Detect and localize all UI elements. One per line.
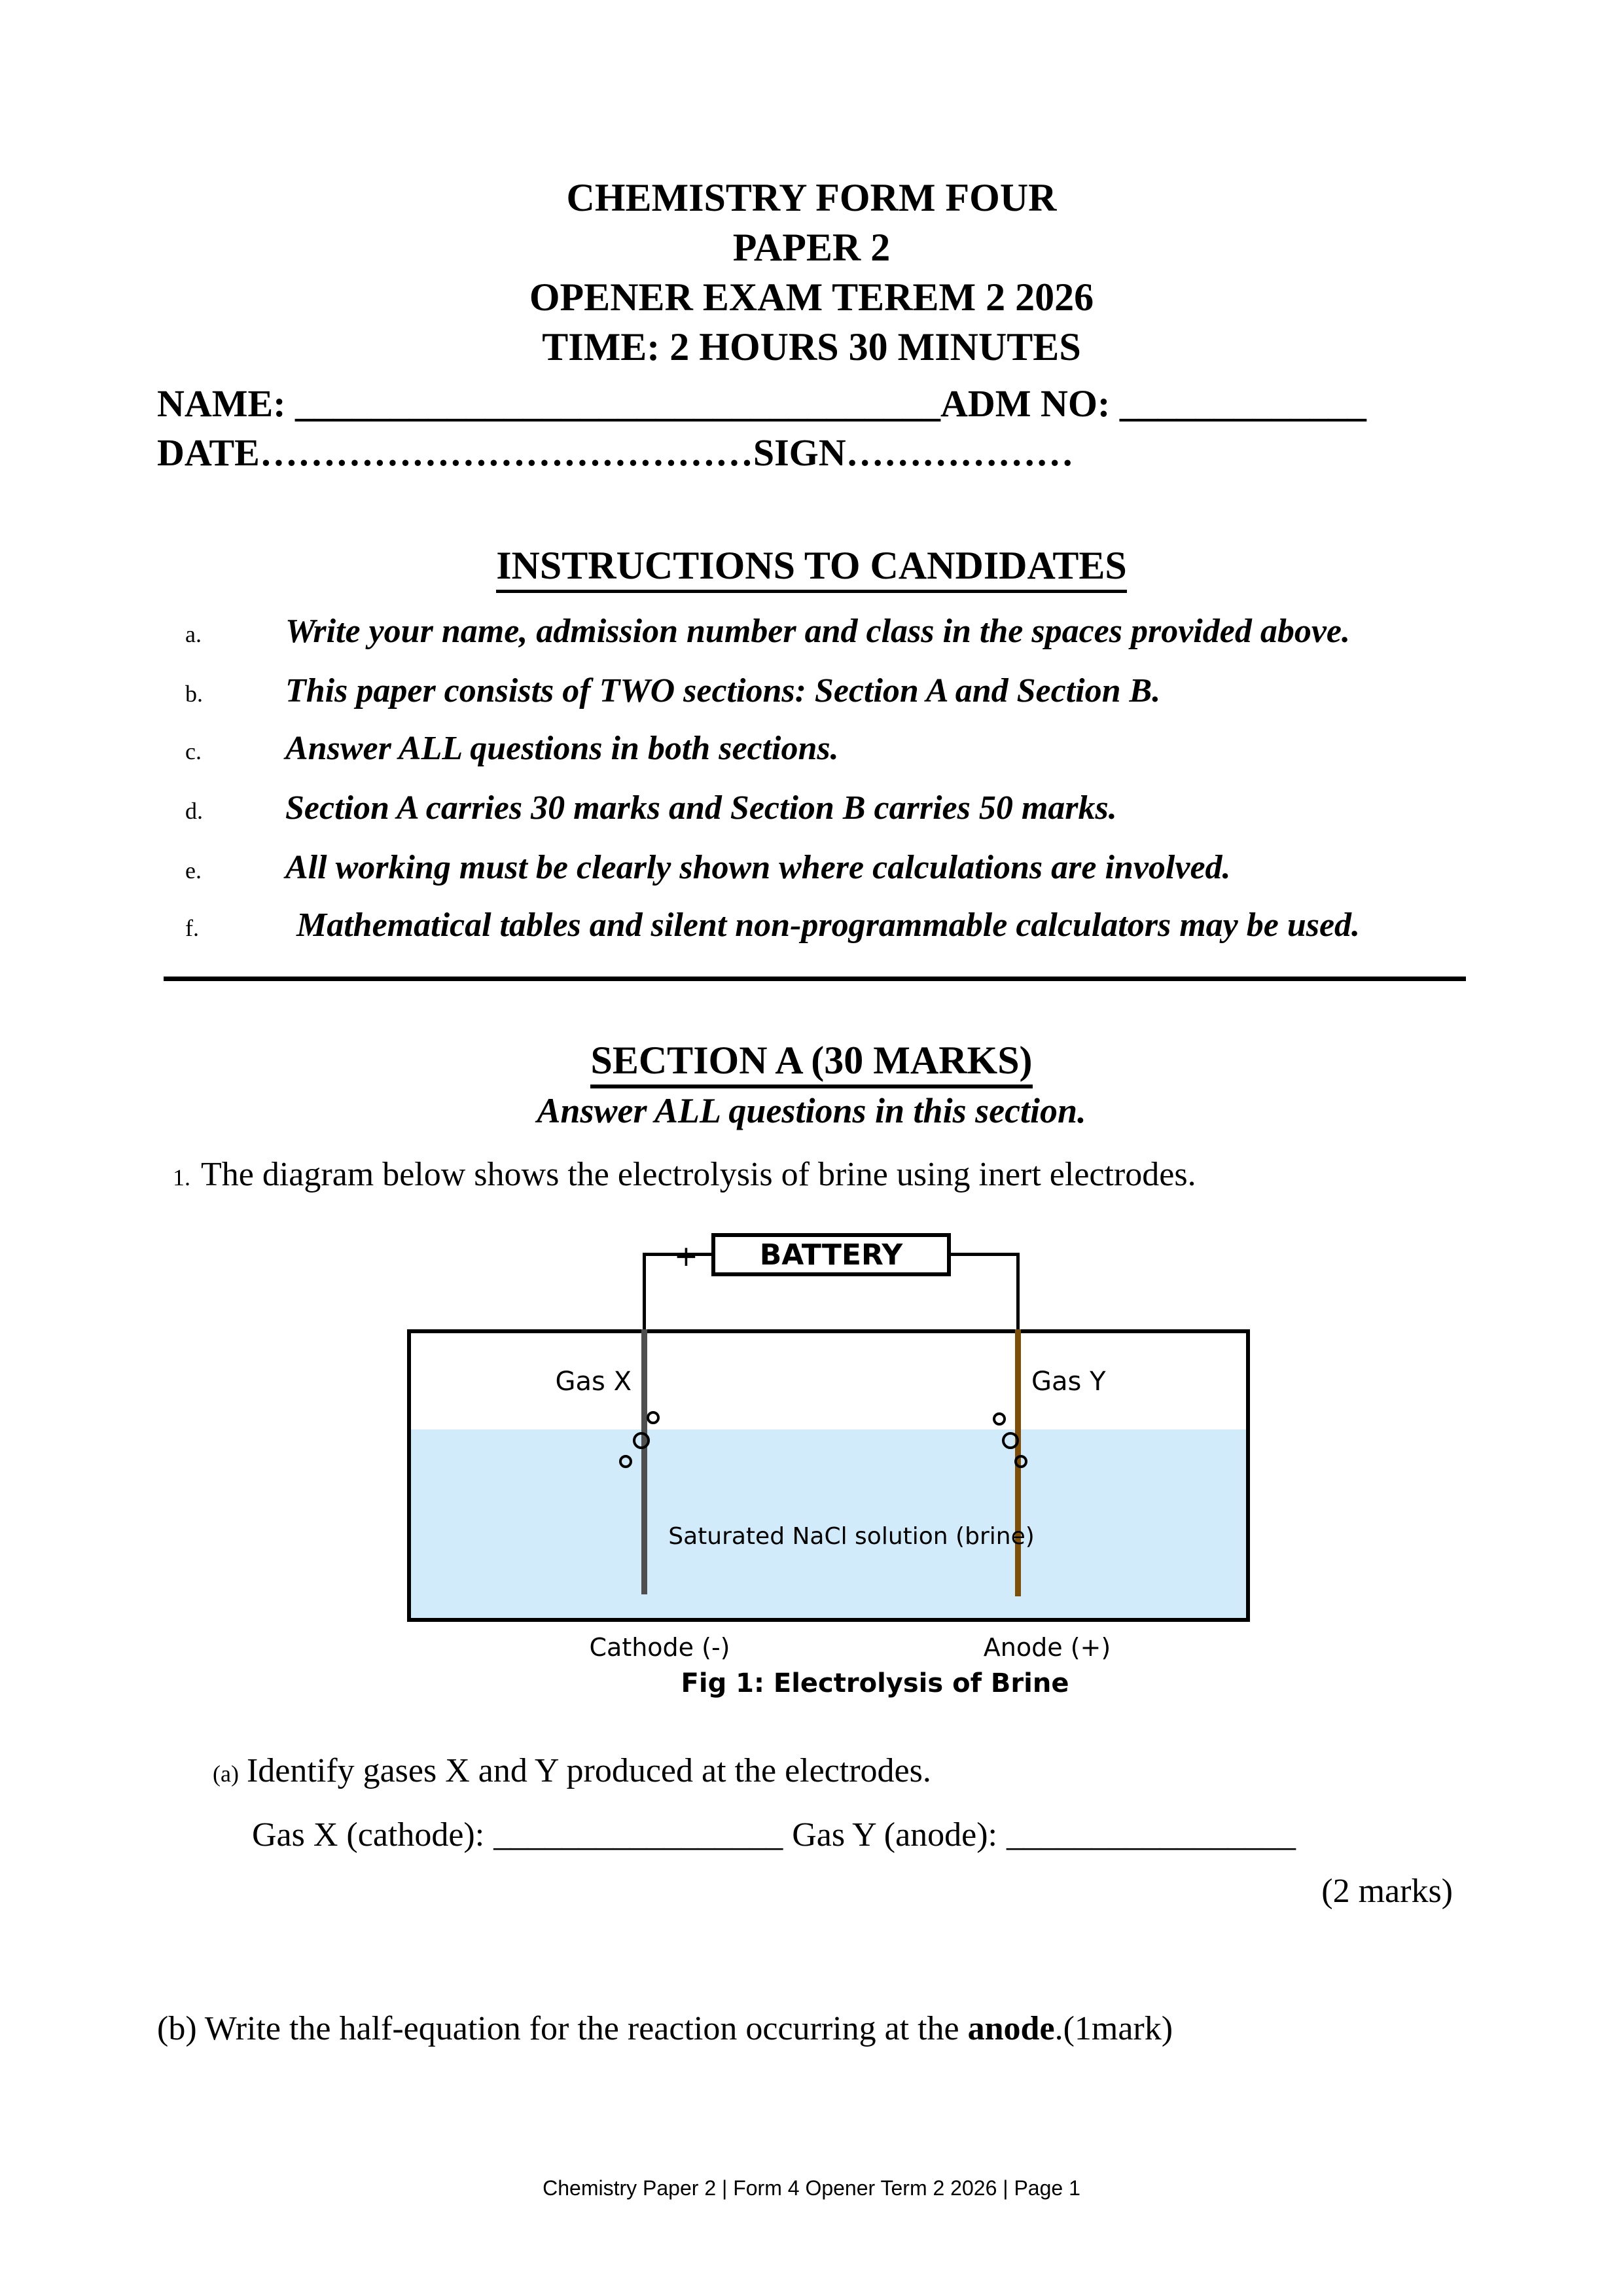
figure-caption: Fig 1: Electrolysis of Brine — [681, 1668, 1069, 1698]
question-1 — [173, 1155, 1196, 1194]
part-a-marks: (2 marks) — [1321, 1873, 1453, 1910]
section-a-heading: SECTION A (30 MARKS) — [0, 1038, 1623, 1088]
name-label: NAME: — [157, 382, 286, 425]
exam-title-line1: CHEMISTRY FORM FOUR — [566, 176, 1057, 219]
wire-left-vertical — [643, 1253, 646, 1329]
instruction-text: Mathematical tables and silent non-programmable calculators may be used. — [296, 906, 1361, 944]
date-label: DATE — [157, 431, 260, 474]
adm-no-blank-line: _____________ — [1119, 382, 1366, 425]
gas-bubble — [1002, 1432, 1019, 1449]
instruction-item-c — [185, 726, 839, 780]
date-dotted-line: ………………………………… — [259, 431, 753, 474]
part-b-text-suffix: .(1mark) — [1054, 2010, 1173, 2047]
instruction-text: All working must be clearly shown where calculations are involved. — [285, 849, 1231, 886]
instruction-item-a — [185, 609, 1350, 662]
anode-label: Anode (+) — [983, 1633, 1111, 1662]
part-a-question — [213, 1751, 931, 1790]
instructions-heading: INSTRUCTIONS TO CANDIDATES — [0, 543, 1623, 593]
date-row — [157, 428, 1074, 478]
instruction-letter: d. — [185, 798, 203, 824]
gas-y-answer-blank: _________________ — [1007, 1816, 1296, 1854]
part-b-question — [157, 2009, 1173, 2048]
exam-title-line2: PAPER 2 — [732, 226, 891, 269]
instruction-letter: c. — [185, 738, 202, 764]
instruction-item-b — [185, 668, 1160, 722]
gas-y-label: Gas Y — [1031, 1367, 1106, 1397]
instruction-item-d — [185, 785, 1117, 839]
instruction-text: Answer ALL questions in both sections. — [285, 730, 839, 767]
gas-bubble — [993, 1412, 1006, 1426]
battery-label: BATTERY — [759, 1238, 903, 1272]
gas-bubble — [619, 1455, 632, 1468]
gas-bubble — [647, 1411, 660, 1424]
part-b-text-prefix: (b) Write the half-equation for the reaction occurring at the — [157, 2010, 968, 2047]
horizontal-divider — [164, 977, 1466, 981]
part-b-bold-word: anode — [967, 2010, 1055, 2047]
sign-label: SIGN — [753, 431, 846, 474]
question-number: 1. — [173, 1164, 190, 1191]
part-a-marker: (a) — [213, 1761, 239, 1787]
battery-box — [711, 1233, 951, 1276]
instruction-letter: b. — [185, 681, 203, 707]
plus-terminal: + — [674, 1240, 698, 1273]
adm-no-label: ADM NO: — [940, 382, 1111, 425]
instruction-text: Write your name, admission number and class in the spaces provided above. — [285, 613, 1350, 650]
gas-x-answer-blank: _________________ — [493, 1816, 783, 1854]
cathode-electrode — [641, 1329, 647, 1594]
question-text: The diagram below shows the electrolysis of brine using inert electrodes. — [201, 1156, 1196, 1193]
sign-dotted-line: ……………… — [846, 431, 1074, 474]
solution-label: Saturated NaCl solution (brine) — [668, 1523, 1035, 1550]
exam-header — [0, 173, 1623, 372]
instruction-text: Section A carries 30 marks and Section B carries 50 marks. — [285, 789, 1117, 827]
gas-bubble — [633, 1432, 650, 1449]
name-row — [157, 379, 1366, 429]
exam-title-line3: OPENER EXAM TEREM 2 2026 — [529, 276, 1094, 319]
instruction-letter: e. — [185, 857, 202, 884]
instruction-item-f — [185, 903, 1360, 956]
part-a-text: Identify gases X and Y produced at the electrodes. — [246, 1752, 931, 1789]
section-a-subtitle: Answer ALL questions in this section. — [537, 1091, 1086, 1130]
part-a-answer-row — [252, 1816, 1305, 1854]
instruction-letter: a. — [185, 621, 202, 647]
name-blank-line: __________________________________ — [295, 382, 941, 425]
exam-title-line4: TIME: 2 HOURS 30 MINUTES — [542, 325, 1081, 368]
wire-right-vertical — [1016, 1253, 1020, 1329]
instruction-text: This paper consists of TWO sections: Section A and Section B. — [285, 672, 1161, 709]
page-footer: Chemistry Paper 2 | Form 4 Opener Term 2 2026 | Page 1 — [543, 2176, 1080, 2200]
cathode-label: Cathode (-) — [589, 1633, 730, 1662]
gas-y-answer-label: Gas Y (anode): — [792, 1816, 998, 1854]
instruction-item-e — [185, 845, 1231, 899]
gas-x-label: Gas X — [555, 1367, 632, 1397]
minus-terminal: - — [954, 1236, 965, 1269]
gas-bubble — [1014, 1455, 1027, 1468]
instruction-letter: f. — [185, 915, 199, 941]
gas-x-answer-label: Gas X (cathode): — [252, 1816, 485, 1854]
